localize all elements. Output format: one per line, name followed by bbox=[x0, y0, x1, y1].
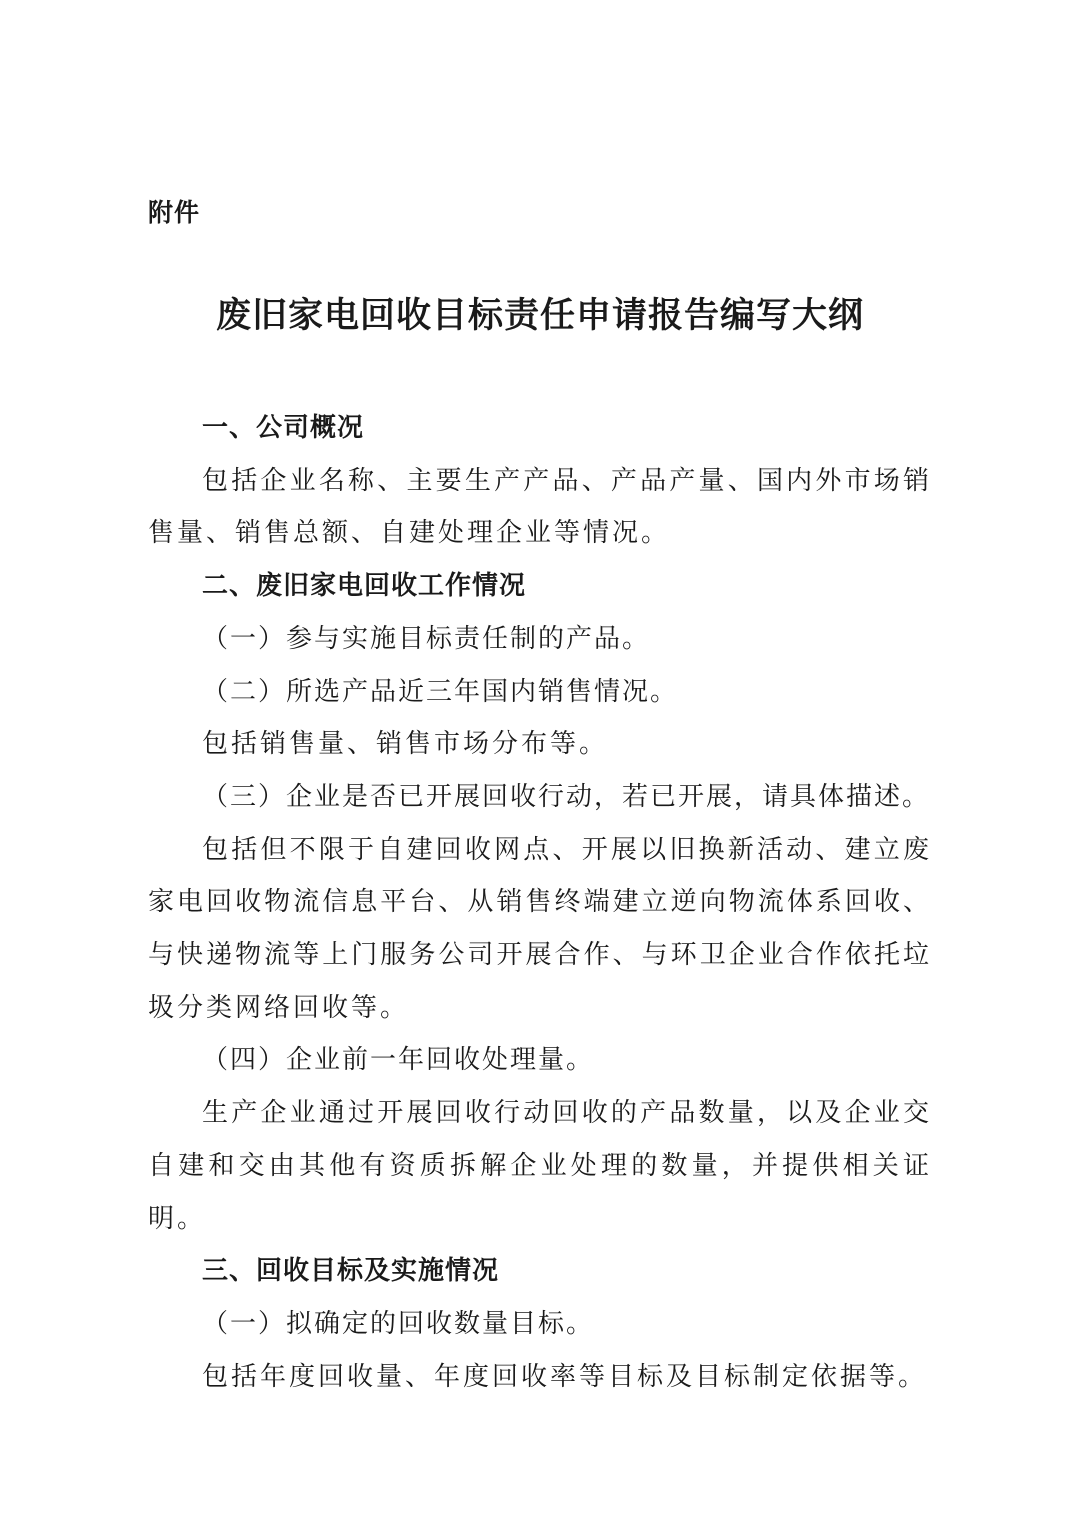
section-heading-recycling-work: 二、废旧家电回收工作情况 bbox=[202, 571, 527, 602]
paragraph-prior-year-volume: 生产企业通过开展回收行动回收的产品数量，以及企业交自建和交由其他有资质拆解企业处理的数量，并提供相关证明。 bbox=[148, 1098, 932, 1234]
paragraph-company-overview: 包括企业名称、主要生产产品、产品产量、国内外市场销售量、销售总额、自建处理企业等情况。 bbox=[148, 465, 932, 549]
section-heading-company-overview: 一、公司概况 bbox=[202, 413, 365, 443]
subheading-participating-products: （一）参与实施目标责任制的产品。 bbox=[202, 623, 651, 654]
document-title: 废旧家电回收目标责任申请报告编写大纲 bbox=[215, 296, 864, 336]
subheading-recycling-actions: （三）企业是否已开展回收行动，若已开展，请具体描述。 bbox=[202, 781, 931, 812]
paragraph-quantity-target: 包括年度回收量、年度回收率等目标及目标制定依据等。 bbox=[202, 1361, 928, 1392]
paragraph-sales-scope: 包括销售量、销售市场分布等。 bbox=[202, 729, 609, 760]
subheading-quantity-target: （一）拟确定的回收数量目标。 bbox=[202, 1308, 595, 1339]
section-heading-targets: 三、回收目标及实施情况 bbox=[202, 1256, 500, 1287]
paragraph-recycling-actions: 包括但不限于自建回收网点、开展以旧换新活动、建立废家电回收物流信息平台、从销售终端建立逆向物流体系回收、与快递物流等上门服务公司开展合作、与环卫企业合作依托垃圾分类网络回收等。 bbox=[148, 834, 932, 1023]
attachment-label: 附件 bbox=[148, 198, 201, 227]
subheading-prior-year-volume: （四）企业前一年回收处理量。 bbox=[202, 1045, 595, 1076]
subheading-domestic-sales: （二）所选产品近三年国内销售情况。 bbox=[202, 676, 679, 707]
document-body bbox=[148, 402, 932, 1403]
